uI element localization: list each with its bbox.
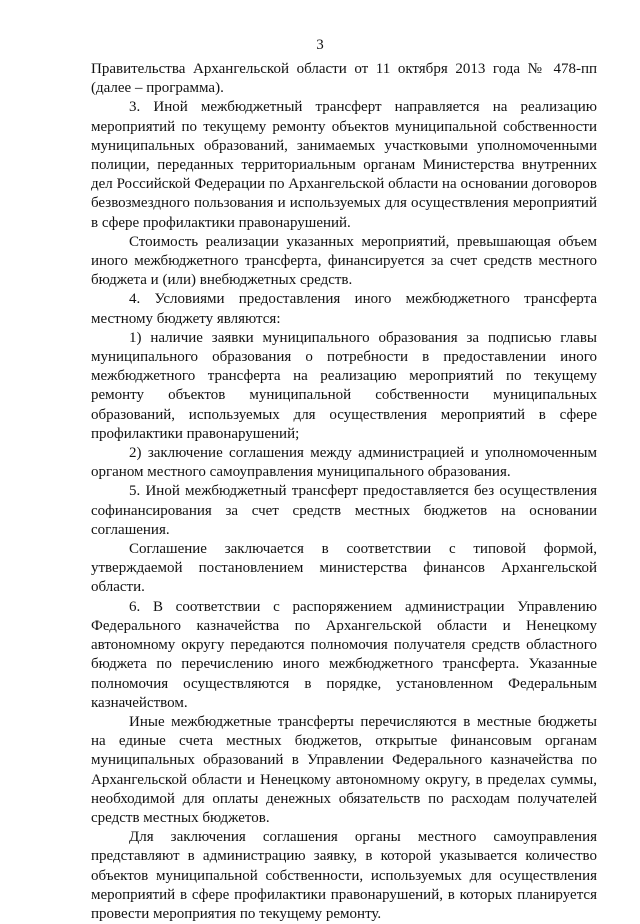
paragraph-condition-2: 2) заключение соглашения между администрацией и уполномоченным органом местного самоуправления муниципального образования. (91, 445, 597, 481)
paragraph-continuation: Правительства Архангельской области от 11 октября 2013 года № 478-пп (далее – программа). (91, 61, 597, 97)
paragraph-item-3: 3. Иной межбюджетный трансферт направляется на реализацию мероприятий по текущему ремонту объектов муниципальной собственности муниципальных образований, занимаемых участковыми уполномоченными полиции, переданных территориальным органам Министерства внутренних дел Российской Федерации по Архангельской области на основании договоров безвозмездного пользования и используемых для осуществления мероприятий в сфере профилактики правонарушений. (91, 99, 597, 231)
paragraph-condition-1: 1) наличие заявки муниципального образования за подписью главы муниципального образования о потребности в предоставлении иного межбюджетного трансферта на реализацию мероприятий по текущему ремонту объектов муниципальной собственности муниципальных образований, используемых для осуществления мероприятий в сфере профилактики правонарушений; (91, 329, 597, 442)
document-body (91, 60, 597, 924)
paragraph-cost: Стоимость реализации указанных мероприятий, превышающая объем иного межбюджетного трансферта, финансируется за счет средств местного бюджета и (или) внебюджетных средств. (91, 233, 597, 289)
paragraph-item-5: 5. Иной межбюджетный трансферт предоставляется без осуществления софинансирования за счет средств местных бюджетов на основании соглашения. (91, 483, 597, 538)
paragraph-item-4: 4. Условиями предоставления иного межбюджетного трансферта местному бюджету являются: (91, 291, 597, 327)
paragraph-agreement: Соглашение заключается в соответствии с типовой формой, утверждаемой постановлением министерства финансов Архангельской области. (91, 541, 597, 596)
paragraph-transfers: Иные межбюджетные трансферты перечисляются в местные бюджеты на единые счета местных бюджетов, открытые финансовым органам муниципальных образований в Управлении Федерального казначейства по Архангельской области и Ненецкому автономному округу, в пределах суммы, необходимой для оплаты денежных обязательств по расходам получателей средств местных бюджетов. (91, 713, 597, 826)
paragraph-application: Для заключения соглашения органы местного самоуправления представляют в администрацию заявку, в которой указывается количество объектов муниципальной собственности, используемых для осуществления мероприятий в сфере профилактики правонарушений, в которых планируется провести мероприятия по текущему ремонту. (91, 829, 597, 922)
paragraph-item-6: 6. В соответствии с распоряжением администрации Управлению Федерального казначейства по Архангельской области и Ненецкому автономному округу передаются полномочия получателя средств областного бюджета по перечислению иного межбюджетного трансферта. Указанные полномочия осуществляются в порядке, установленном Федеральным казначейством. (91, 598, 597, 711)
page-number: 3 (316, 37, 324, 53)
